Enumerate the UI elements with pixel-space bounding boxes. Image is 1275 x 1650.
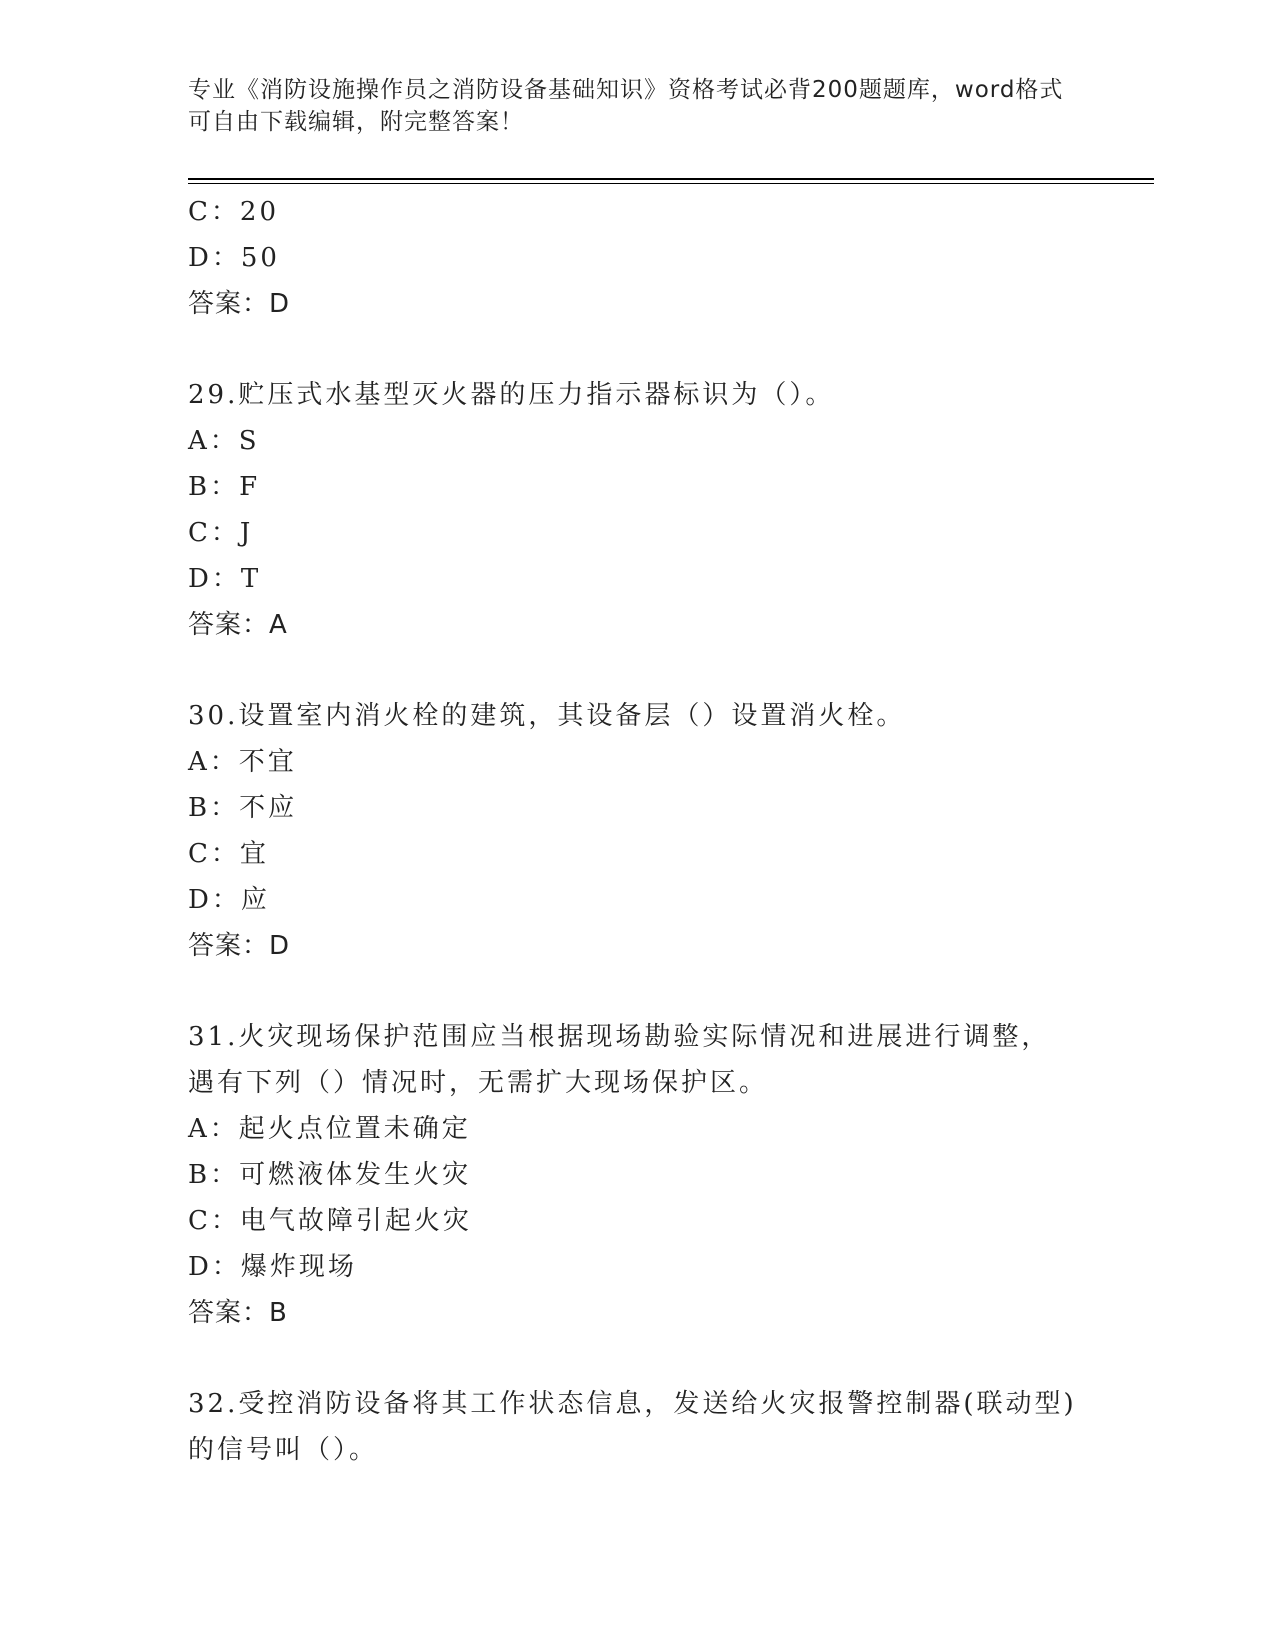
document-header: 专业《消防设施操作员之消防设备基础知识》资格考试必背200题题库，word格式可自由下载编辑，附完整答案！ — [188, 77, 1064, 135]
option-a: A：S — [188, 426, 260, 456]
option-c: C：J — [188, 518, 254, 548]
option-c: C：宜 — [188, 839, 269, 869]
option-d: D：50 — [188, 243, 280, 273]
question-text: 29.贮压式水基型灭火器的压力指示器标识为（）。 — [188, 380, 835, 410]
answer: 答案：D — [188, 931, 291, 961]
option-b: B：F — [188, 472, 261, 502]
option-a: A：不宜 — [188, 747, 297, 777]
question-list — [188, 189, 1088, 1473]
option-b: B：可燃液体发生火灾 — [188, 1160, 472, 1190]
option-d: D：爆炸现场 — [188, 1252, 357, 1282]
option-c: C：电气故障引起火灾 — [188, 1206, 472, 1236]
question-text: 30.设置室内消火栓的建筑，其设备层（）设置消火栓。 — [188, 701, 906, 731]
option-b: B：不应 — [188, 793, 298, 823]
option-c: C：20 — [188, 197, 279, 227]
question-28-partial — [188, 189, 1088, 327]
header-divider-thin — [188, 183, 1154, 184]
question-30 — [188, 693, 1088, 969]
question-29 — [188, 372, 1088, 648]
question-32 — [188, 1381, 1088, 1473]
header-divider-thick — [188, 178, 1154, 180]
option-a: A：起火点位置未确定 — [188, 1114, 471, 1144]
option-d: D：应 — [188, 885, 270, 915]
answer: 答案：A — [188, 610, 288, 640]
question-text: 32.受控消防设备将其工作状态信息，发送给火灾报警控制器(联动型)的信号叫（）。 — [188, 1389, 1077, 1465]
option-d: D：T — [188, 564, 262, 594]
answer: 答案：B — [188, 1298, 288, 1328]
question-31 — [188, 1014, 1088, 1336]
question-text: 31.火灾现场保护范围应当根据现场勘验实际情况和进展进行调整，遇有下列（）情况时，无需扩大现场保护区。 — [188, 1022, 1051, 1098]
answer: 答案：D — [188, 289, 291, 319]
